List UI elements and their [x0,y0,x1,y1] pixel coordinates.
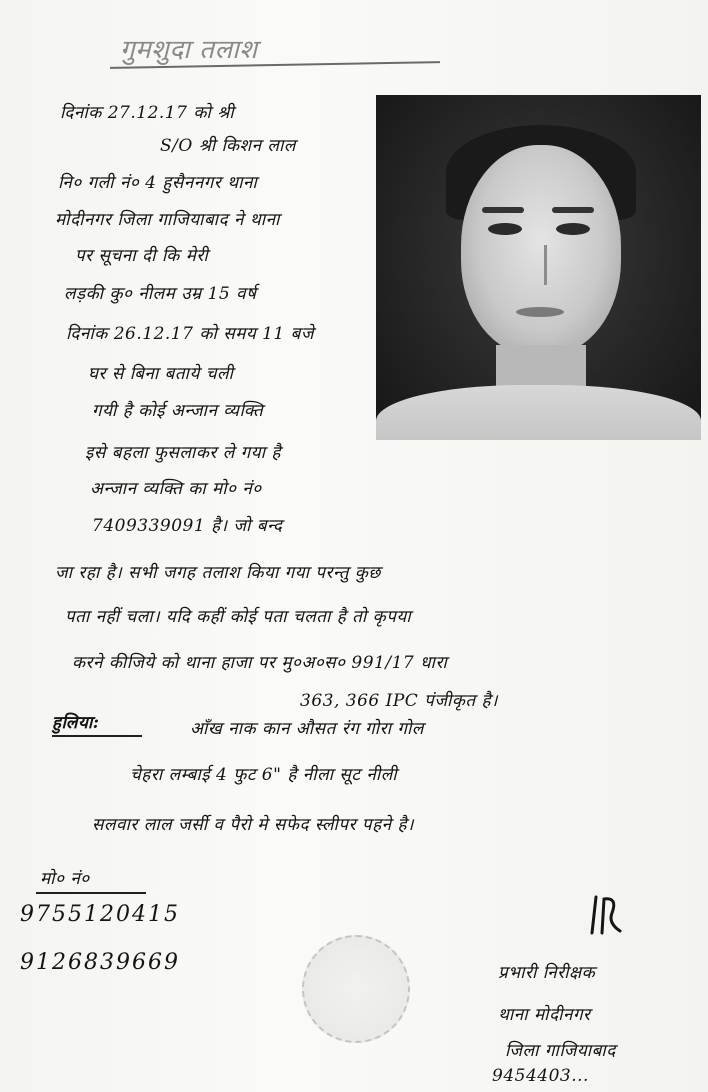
text-line: S/O श्री किशन लाल [160,136,296,156]
text-line: सलवार लाल जर्सी व पैरो मे सफेद स्लीपर पहने है। [92,815,414,835]
signature-mark [588,893,626,935]
nose [534,245,547,285]
text-line: गयी है कोई अन्जान व्यक्ति [92,401,264,421]
text-line: अन्जान व्यक्ति का मो० नं० [90,479,262,499]
shoulders [376,385,701,440]
text-line: दिनांक 27.12.17 को श्री [60,103,235,123]
missing-person-photo [376,95,701,440]
right-brow [552,207,594,213]
text-line: नि० गली नं० 4 हुसैननगर थाना [58,173,258,193]
text-line: पर सूचना दी कि मेरी [75,246,209,266]
phone-number: 9755120415 [20,902,180,927]
text-line: लड़की कु० नीलम उम्र 15 वर्ष [64,284,257,304]
document-title: गुमशुदा तलाश [120,35,258,65]
officer-phone: 9454403... [492,1066,589,1086]
text-line: इसे बहला फुसलाकर ले गया है [85,443,281,463]
official-stamp [302,935,410,1043]
phone-number: 9126839669 [20,950,180,975]
text-line: पता नहीं चला। यदि कहीं कोई पता चलता है तो कृपया [65,607,412,627]
officer-title: प्रभारी निरीक्षक [498,963,596,983]
text-line: मोदीनगर जिला गाजियाबाद ने थाना [55,210,280,230]
text-line: 7409339091 है। जो बन्द [92,516,283,536]
text-line: आँख नाक कान औसत रंग गोरा गोल [190,719,424,739]
mouth [516,307,564,317]
left-brow [482,207,524,213]
text-line: दिनांक 26.12.17 को समय 11 बजे [66,324,314,344]
contact-label: मो० नं० [40,869,90,889]
contact-underline [36,892,146,894]
text-line: करने कीजिये को थाना हाजा पर मु०अ०स० 991/17 धारा [72,653,448,673]
district-name: जिला गाजियाबाद [505,1041,616,1061]
right-eye [556,223,590,235]
text-line: जा रहा है। सभी जगह तलाश किया गया परन्तु कुछ [55,563,381,583]
text-line: चेहरा लम्बाई 4 फुट 6" है नीला सूट नीली [130,765,398,785]
station-name: थाना मोदीनगर [498,1005,591,1025]
text-line: 363, 366 IPC पंजीकृत है। [300,691,498,711]
description-label: हुलिया: [52,713,100,733]
left-eye [488,223,522,235]
description-underline [52,735,142,737]
text-line: घर से बिना बताये चली [88,364,234,384]
